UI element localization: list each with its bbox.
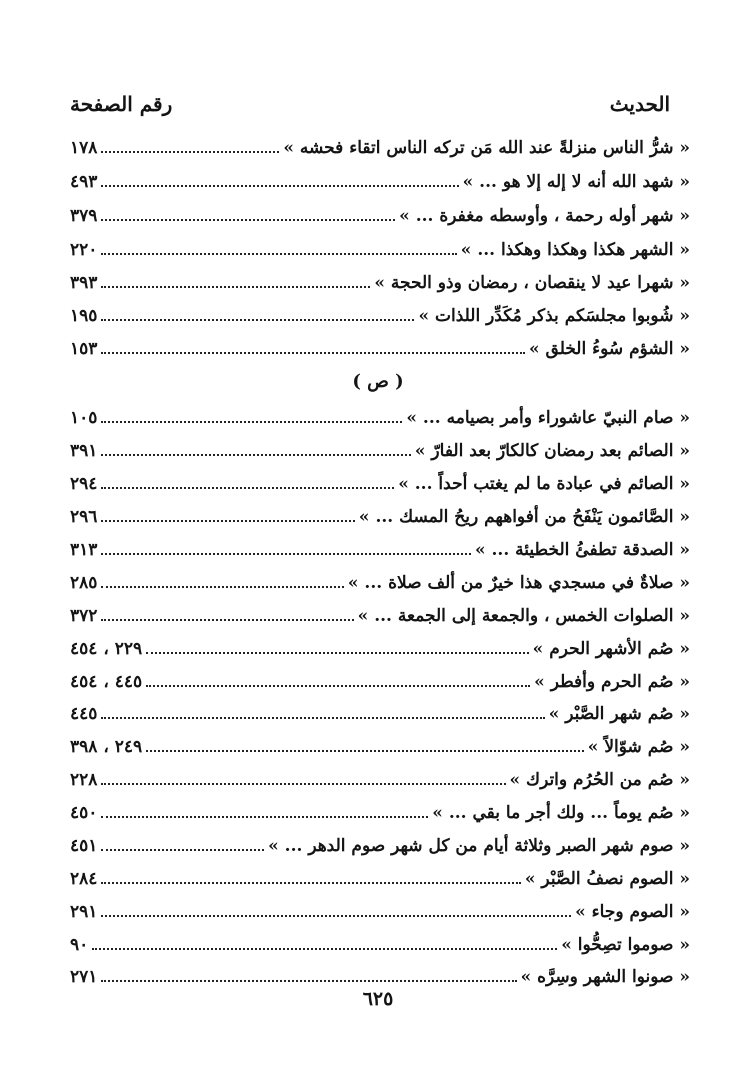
entry-page: ٣٩١ xyxy=(70,441,98,461)
entry-page: ٤٥٠ xyxy=(70,803,98,823)
leader-dots xyxy=(101,980,516,982)
index-entry xyxy=(70,864,690,894)
entry-text: « شهرا عيد لا ينقصان ، رمضان وذو الحجة » xyxy=(374,273,690,293)
entry-page: ٤٩٣ xyxy=(70,172,98,192)
entry-text: « صام النبيّ عاشوراء وأمر بصيامه ... » xyxy=(406,408,690,428)
entry-text: « شهر أوله رحمة ، وأوسطه مغفرة ... » xyxy=(399,206,690,226)
entry-page: ٤٥١ xyxy=(70,836,98,856)
entry-page: ٣١٣ xyxy=(70,540,98,560)
entry-page: ١٠٥ xyxy=(70,408,98,428)
entry-text: « صُم الحرم وأفطر » xyxy=(534,672,690,692)
index-entry xyxy=(70,601,690,631)
page-number: ٦٢٥ xyxy=(362,988,394,1010)
entry-text: « صُم من الحُرُم واترك » xyxy=(509,770,690,790)
leader-dots xyxy=(101,915,571,917)
index-entry xyxy=(70,469,690,499)
leader-dots xyxy=(101,421,402,423)
index-entry xyxy=(70,133,690,163)
entry-page: ٣٧٢ xyxy=(70,606,98,626)
leader-dots xyxy=(101,253,456,255)
index-entry xyxy=(70,502,690,532)
index-entry xyxy=(70,201,690,231)
leader-dots xyxy=(101,816,428,818)
index-entry xyxy=(70,699,690,729)
entry-page: ٢٩٤ xyxy=(70,474,98,494)
index-entry xyxy=(70,235,690,265)
index-entry xyxy=(70,268,690,298)
leader-dots xyxy=(101,849,264,851)
index-entry xyxy=(70,667,690,697)
index-entry xyxy=(70,930,690,960)
index-entry xyxy=(70,831,690,861)
leader-dots xyxy=(101,487,394,489)
entry-text: « شهد الله أنه لا إله إلا هو ... » xyxy=(462,172,690,192)
entry-page: ٤٤٥ xyxy=(70,704,98,724)
leader-dots xyxy=(101,882,520,884)
entry-text: « صُم شهر الصَّبْر » xyxy=(548,704,690,724)
index-entry xyxy=(70,568,690,598)
index-entry xyxy=(70,436,690,466)
entry-page: ٢٨٤ xyxy=(70,869,98,889)
index-entry xyxy=(70,765,690,795)
leader-dots xyxy=(101,219,395,221)
entry-page: ١٩٥ xyxy=(70,306,98,326)
leader-dots xyxy=(101,553,471,555)
entry-text: « الصائم بعد رمضان كالكارّ بعد الفارّ » xyxy=(414,441,690,461)
leader-dots xyxy=(101,185,458,187)
index-entry xyxy=(70,535,690,565)
entry-page: ١٧٨ xyxy=(70,138,98,158)
entry-text: « شرُّ الناس منزلةً عند الله مَن تركه الناس اتقاء فحشه » xyxy=(283,138,690,158)
entry-text: « صوم شهر الصبر وثلاثة أيام من كل شهر صوم الدهر ... » xyxy=(268,836,690,856)
entry-text: « صلاةٌ في مسجدي هذا خيرٌ من ألف صلاة ... » xyxy=(347,573,690,593)
index-entry xyxy=(70,634,690,664)
entry-text: « الصَّائمون يَنْفَحُ من أفواههم ريحُ المسك ... » xyxy=(358,507,690,527)
leader-dots xyxy=(92,948,557,950)
index-entry xyxy=(70,897,690,927)
leader-dots xyxy=(101,151,279,153)
section-heading-sad: ( ص ) xyxy=(352,371,404,392)
leader-dots xyxy=(101,520,355,522)
leader-dots xyxy=(101,286,370,288)
entry-text: « الشؤم سُوءُ الخلق » xyxy=(528,339,690,359)
entry-text: « الصدقة تطفئُ الخطيئة ... » xyxy=(474,540,690,560)
leader-dots xyxy=(101,319,414,321)
leader-dots xyxy=(101,619,353,621)
entry-text: « الصوم نصفُ الصَّبْر » xyxy=(524,869,690,889)
leader-dots xyxy=(146,685,530,687)
entry-page: ٢٤٩ ، ٣٩٨ xyxy=(70,737,143,757)
entry-text: « الشهر هكذا وهكذا وهكذا ... » xyxy=(460,240,690,260)
entry-text: « الصوم وجاء » xyxy=(575,902,690,922)
index-entry xyxy=(70,732,690,762)
entry-page: ٩٠ xyxy=(70,935,89,955)
entry-text: « الصلوات الخمس ، والجمعة إلى الجمعة ... » xyxy=(357,606,690,626)
leader-dots xyxy=(101,454,410,456)
entry-page: ٢٨٥ xyxy=(70,573,98,593)
index-entry xyxy=(70,403,690,433)
leader-dots xyxy=(146,652,529,654)
entry-text: « صونوا الشهر وسِرَّه » xyxy=(520,967,690,987)
entry-page: ٤٤٥ ، ٤٥٤ xyxy=(70,672,143,692)
entry-text: « الصائم في عبادة ما لم يغتب أحداً ... » xyxy=(398,474,690,494)
leader-dots xyxy=(101,586,343,588)
entry-text: « صُم يوماً ... ولك أجر ما بقي ... » xyxy=(432,803,690,823)
entry-text: « شُوبوا مجلسَكم بذكر مُكَدِّر اللذات » xyxy=(418,306,690,326)
leader-dots xyxy=(146,750,584,752)
entry-text: « صوموا تصِحُّوا » xyxy=(561,935,690,955)
entry-page: ٢٢٠ xyxy=(70,240,98,260)
index-entry xyxy=(70,334,690,364)
index-entry xyxy=(70,798,690,828)
entry-page: ٢٢٩ ، ٤٥٤ xyxy=(70,639,143,659)
entry-text: « صُم شوّالاً » xyxy=(587,737,690,757)
entry-page: ٢٩٦ xyxy=(70,507,98,527)
entry-text: « صُم الأشهر الحرم » xyxy=(532,639,690,659)
leader-dots xyxy=(101,783,505,785)
entry-page: ٢٧١ xyxy=(70,967,98,987)
entry-page: ١٥٣ xyxy=(70,339,98,359)
column-header-hadith: الحديث xyxy=(609,92,670,116)
leader-dots xyxy=(101,717,544,719)
index-entry xyxy=(70,167,690,197)
entry-page: ٣٩٣ xyxy=(70,273,98,293)
leader-dots xyxy=(101,352,525,354)
entry-page: ٢٩١ xyxy=(70,902,98,922)
column-header-page-number: رقم الصفحة xyxy=(70,92,173,116)
entry-page: ٢٢٨ xyxy=(70,770,98,790)
entry-page: ٣٧٩ xyxy=(70,206,98,226)
index-entry xyxy=(70,301,690,331)
